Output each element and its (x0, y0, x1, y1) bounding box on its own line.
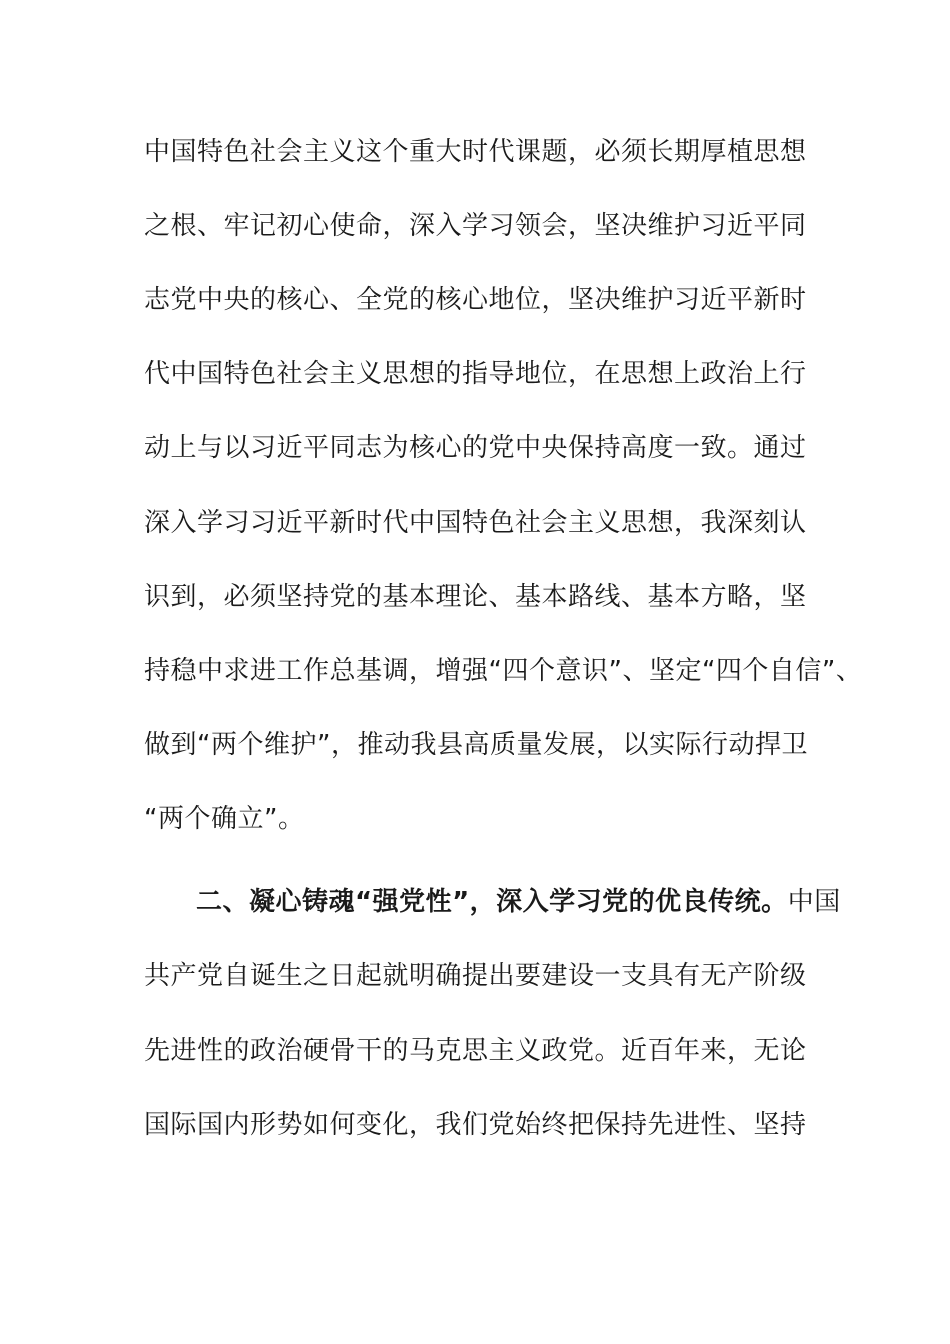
text-line: 代中国特色社会主义思想的指导地位，在思想上政治上行 (144, 359, 807, 389)
section-heading-line (196, 885, 841, 919)
text-line: 深入学习习近平新时代中国特色社会主义思想，我深刻认 (144, 508, 807, 538)
text-line: 之根、牢记初心使命，深入学习领会，坚决维护习近平同 (144, 211, 807, 241)
text-line: “两个确立”。 (144, 804, 305, 834)
heading-line-tail: 中国 (787, 887, 841, 917)
text-line: 先进性的政治硬骨干的马克思主义政党。近百年来，无论 (144, 1036, 807, 1066)
text-line: 动上与以习近平同志为核心的党中央保持高度一致。通过 (144, 433, 807, 463)
text-line: 识到，必须坚持党的基本理论、基本路线、基本方略，坚 (144, 582, 807, 612)
section-heading: 二、凝心铸魂“强党性”，深入学习党的优良传统。 (196, 887, 788, 917)
text-line: 共产党自诞生之日起就明确提出要建设一支具有无产阶级 (144, 961, 807, 991)
text-line: 持稳中求进工作总基调，增强“四个意识”、坚定“四个自信”、 (144, 656, 863, 686)
text-line: 志党中央的核心、全党的核心地位，坚决维护习近平新时 (144, 285, 807, 315)
text-line: 中国特色社会主义这个重大时代课题，必须长期厚植思想 (144, 137, 807, 167)
text-line: 做到“两个维护”，推动我县高质量发展，以实际行动捍卫 (144, 730, 808, 760)
text-line: 国际国内形势如何变化，我们党始终把保持先进性、坚持 (144, 1110, 807, 1140)
